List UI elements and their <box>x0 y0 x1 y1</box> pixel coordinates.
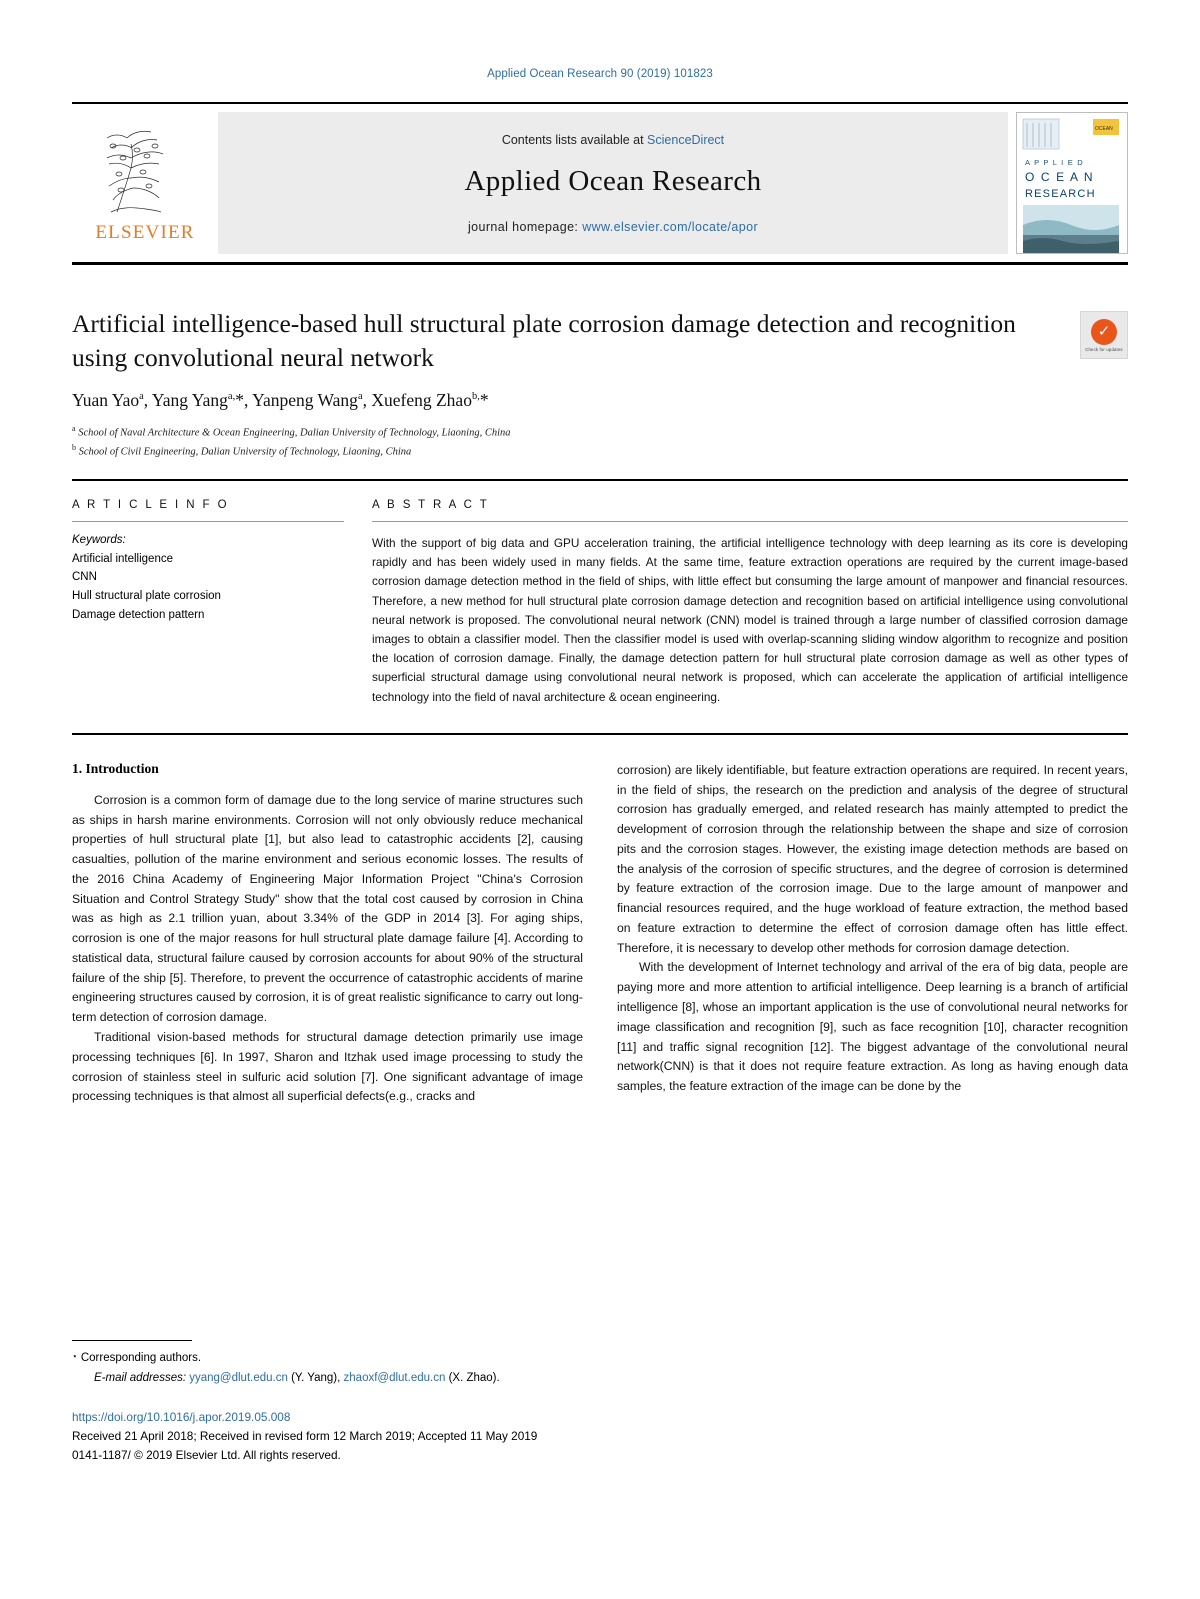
journal-banner <box>218 112 1008 254</box>
journal-masthead <box>72 102 1128 265</box>
body-column-right <box>617 761 1128 1107</box>
svg-text:RESEARCH: RESEARCH <box>1025 188 1096 200</box>
article-info-heading: A R T I C L E I N F O <box>72 498 229 511</box>
paragraph: Corrosion is a common form of damage due to the long service of marine structures such as ships in harsh marine environments. Corrosion will not only obviously reduce mechanical properties of hull structural plate [1], but also lead to catastrophic accidents [2], causing casualties, pollution of the marine environment and serious economic losses. The results of the 2016 China Academy of Engineering Major Information Project "China's Corrosion Situation and Control Strategy Study" show that the total cost caused by corrosion in China was as high as 2.1 trillion yuan, about 3.34% of the GDP in 2014 [3]. For aging ships, corrosion is one of the major reasons for hull structural plate damage failure [4]. According to statistical data, structural failure caused by corrosion accounts for about 90% of the structural failure of the ship [5]. Therefore, to prevent the occurrence of catastrophic accidents of marine engineering structures caused by corrosion, it is of great realistic significance to carry out long-term detection of corrosion damage. <box>72 792 583 1025</box>
keyword-item: CNN <box>72 571 97 584</box>
affiliation-b: $^b$ School of Civil Engineering, Dalian University of Technology, Liaoning, China <box>72 443 412 458</box>
info-hairline <box>72 521 344 522</box>
affiliation-a: $^a$ School of Naval Architecture & Ocean Engineering, Dalian University of Technology, Liaoning, China <box>72 424 511 439</box>
info-abstract-section <box>72 499 1128 707</box>
journal-homepage-line <box>468 220 758 234</box>
keywords-label: Keywords: <box>72 533 126 546</box>
journal-title: Applied Ocean Research <box>464 164 762 197</box>
author-list: Yuan Yao$^a$, Yang Yang$^{a,}$*, Yanpeng Wang$^a$, Xuefeng Zhao$^{b,}$* <box>72 390 489 411</box>
svg-text:OCEAN: OCEAN <box>1095 126 1113 132</box>
publication-info <box>72 1408 692 1465</box>
paragraph: With the development of Internet technology and arrival of the era of big data, people are paying more and more attention to artificial intelligence. Deep learning is a branch of artificial intelligence [8], whose an important application is the use of convolutional neural networks for image classification and recognition [9], such as face recognition [10], character recognition [11] and traffic signal recognition [12]. The biggest advantage of the convolutional neural network(CNN) is that it does not require feature extraction. As long as having enough data samples, the feature extraction of the image can be done by the <box>617 960 1128 1094</box>
elsevier-tree-icon <box>97 124 193 220</box>
paragraph: Traditional vision-based methods for structural damage detection primarily use image processing techniques [6]. In 1997, Sharon and Itzhak used image processing to study the corrosion of stainless steel in sulfuric acid solution [7]. One significant advantage of image processing techniques is that almost all superficial defects(e.g., cracks and <box>72 1030 583 1104</box>
journal-homepage-link[interactable]: www.elsevier.com/locate/apor <box>582 219 759 234</box>
divider-rule-top <box>72 479 1128 481</box>
email-label: E-mail addresses: <box>94 1372 187 1385</box>
contents-prefix: Contents lists available at <box>501 132 648 147</box>
abstract-column <box>372 499 1128 707</box>
corresponding-author-text: Corresponding authors. <box>80 1352 202 1364</box>
affiliations <box>72 423 1128 461</box>
body-column-left <box>72 761 583 1107</box>
sciencedirect-link[interactable]: ScienceDirect <box>647 132 725 147</box>
svg-text:O C E A N: O C E A N <box>1025 170 1095 184</box>
crossmark-icon: ✓ <box>1091 319 1117 345</box>
copyright-line: 0141-1187/ © 2019 Elsevier Ltd. All rights reserved. <box>72 1447 341 1462</box>
abstract-hairline <box>372 521 1128 522</box>
email-owner-1: (Y. Yang), <box>291 1372 341 1385</box>
email-owner-2: (X. Zhao). <box>448 1372 500 1385</box>
article-info-column <box>72 499 372 707</box>
doi-link[interactable]: https://doi.org/10.1016/j.apor.2019.05.008 <box>72 1410 291 1424</box>
homepage-prefix: journal homepage: <box>467 219 583 234</box>
crossmark-label: Check for updates <box>1085 346 1123 352</box>
affiliation-a-text: School of Naval Architecture & Ocean Engineering, Dalian University of Technology, Liaoning, China <box>78 427 511 439</box>
asterisk-icon: ⋆ <box>72 1351 78 1361</box>
footnotes <box>72 1340 582 1390</box>
elsevier-wordmark: ELSEVIER <box>95 222 195 243</box>
paragraph: corrosion) are likely identifiable, but feature extraction operations are required. In recent years, in the field of ships, the research on the prediction and analysis of the degree of structural corrosion has gradually emerged, and related research has mainly attempted to predict the development of corrosion through the relationship between the shape and size of corrosion pits and the corrosion stages. However, the existing image detection methods are based on the analysis of the corrosion of specific structures, and the degree of corrosion is determined by feature extraction of the corrosion image. Due to the large amount of manpower and financial resources required, and the huge workload of feature extraction, the method based on feature extraction to determine the effect of corrosion damage often has little effect. Therefore, it is necessary to develop other methods for corrosion damage detection. <box>617 762 1128 955</box>
divider-rule-bottom <box>72 733 1128 735</box>
cover-art <box>1017 113 1125 254</box>
elsevier-logo <box>72 108 218 258</box>
running-head: Applied Ocean Research 90 (2019) 101823 <box>487 68 713 80</box>
keyword-item: Artificial intelligence <box>72 552 173 565</box>
crossmark-badge[interactable] <box>1080 311 1128 359</box>
title-block <box>72 307 1128 374</box>
email-note <box>94 1369 582 1387</box>
footnote-rule <box>72 1340 192 1341</box>
svg-text:A P P L I E D: A P P L I E D <box>1025 158 1084 167</box>
keywords-list <box>72 550 344 625</box>
contents-available-line <box>502 133 724 147</box>
affiliation-b-text: School of Civil Engineering, Dalian University of Technology, Liaoning, China <box>78 446 412 458</box>
body-columns <box>72 761 1128 1107</box>
email-link-1[interactable]: yyang@dlut.edu.cn <box>189 1372 288 1385</box>
keyword-item: Hull structural plate corrosion <box>72 590 221 603</box>
abstract-heading: A B S T R A C T <box>372 498 490 511</box>
email-link-2[interactable]: zhaoxf@dlut.edu.cn <box>343 1372 446 1385</box>
keyword-item: Damage detection pattern <box>72 608 205 621</box>
journal-cover-thumbnail <box>1016 112 1128 254</box>
corresponding-author-note <box>72 1349 582 1367</box>
section-title-introduction: 1. Introduction <box>72 760 159 776</box>
publication-dates: Received 21 April 2018; Received in revised form 12 March 2019; Accepted 11 May 2019 <box>72 1428 538 1443</box>
page-title: Artificial intelligence-based hull structural plate corrosion damage detection and recognition using convolutional neural network <box>72 309 1016 372</box>
abstract-text: With the support of big data and GPU acceleration training, the artificial intelligence technology with deep learning as its core is developing rapidly and has been widely used in many fields. At the same time, feature extraction operations are required by the current image-based corrosion damage detection method in the field of ships, with little effect but consuming the large amount of manpower and financial resources. Therefore, a new method for hull structural plate corrosion damage detection and recognition based on artificial intelligence using convolutional neural network is proposed. The convolutional neural network (CNN) model is trained through a large number of classified corrosion damage images to obtain a classifier model. Then the classifier model is used with overlap-scanning sliding window algorithm to recognize and position the location of corrosion damage. Finally, the damage detection pattern for hull structural plate corrosion damage as well as other types of superficial structural damage using convolutional neural network is proposed, which can accelerate the application of artificial intelligence technology into the field of naval architecture & ocean engineering. <box>372 535 1128 704</box>
